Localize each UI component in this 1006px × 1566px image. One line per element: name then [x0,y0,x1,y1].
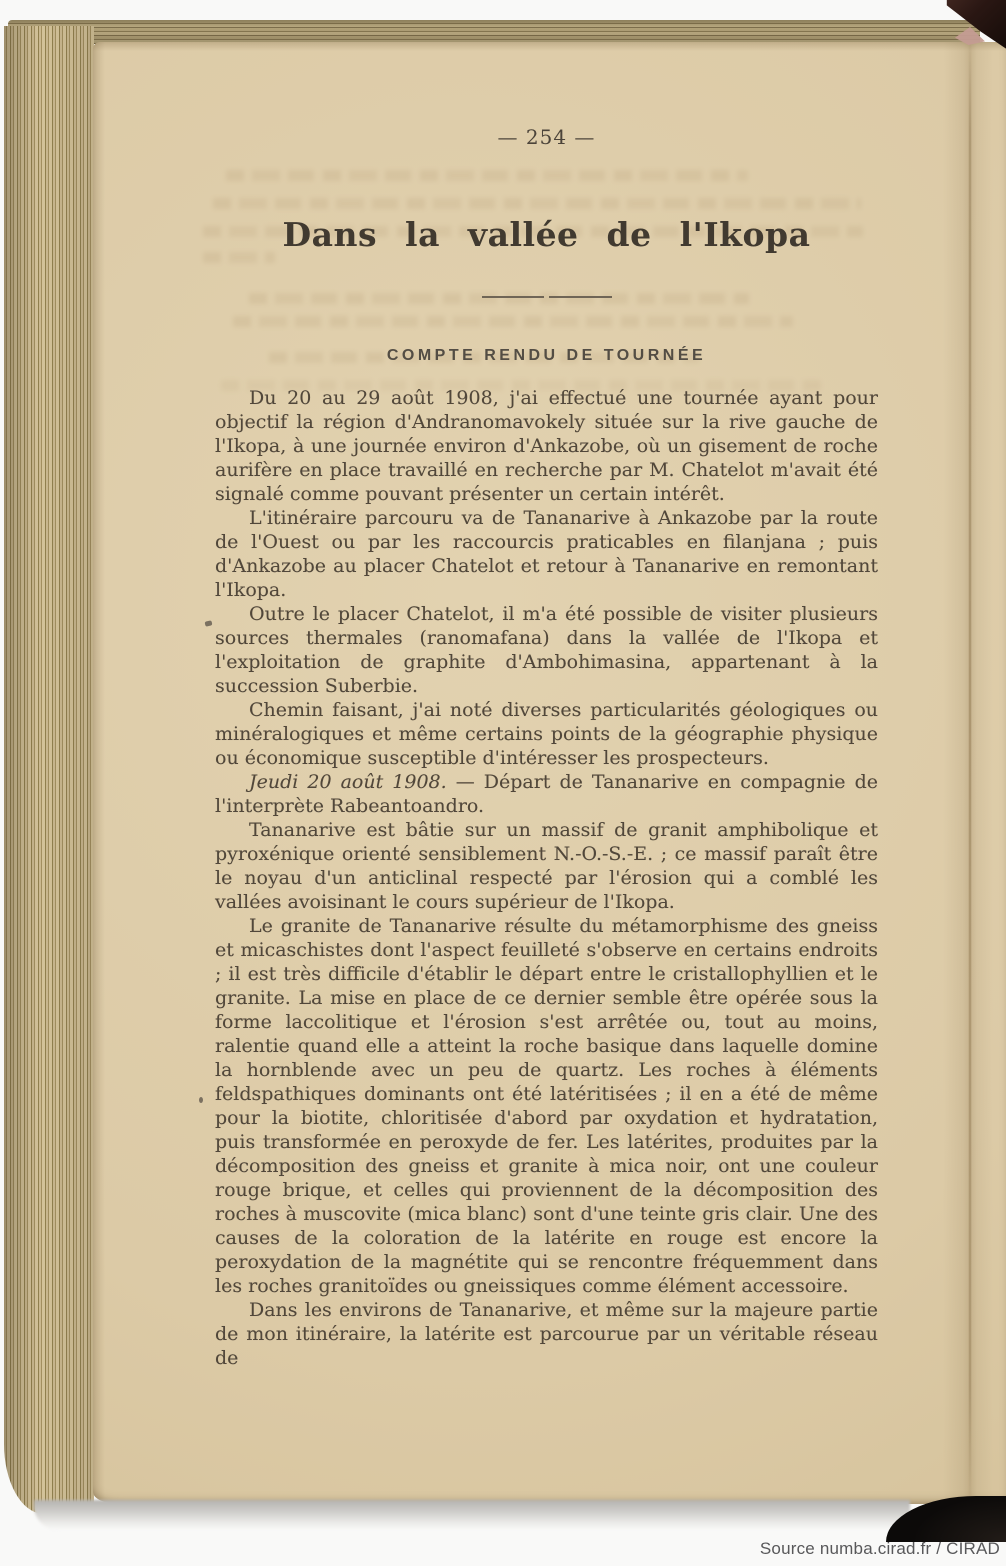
title-separator [482,296,612,298]
page-bottom-shadow [34,1500,910,1530]
paragraph [215,818,878,914]
page-title: Dans la vallée de l'Ikopa [282,215,811,254]
paragraph [215,770,878,818]
section-heading: COMPTE RENDU DE TOURNÉE [386,347,707,364]
paragraph [215,914,878,1298]
separator-dash [482,296,545,298]
paragraph-text: Chemin faisant, j'ai noté diverses particularités géologiques ou minéralogiques et même certains points de la géographie physique ou économique susceptible d'intéresser les prospecteurs. [215,699,878,769]
paragraph [215,602,878,698]
page-number: — 254 — [497,125,596,149]
paragraph-text: Tananarive est bâtie sur un massif de granit amphibolique et pyroxénique orienté sensiblement N.-O.-S.-E. ; ce massif paraît être le noyau d'un anticlinal respecté par l'érosion qui a comblé les vallées avoisinant le cours supérieur de l'Ikopa. [215,819,878,913]
paragraph [215,698,878,770]
paragraph-text: Du 20 au 29 août 1908, j'ai effectué une tournée ayant pour objectif la région d'Andranomavokely située sur la rive gauche de l'Ikopa, à une journée environ d'Ankazobe, où un gisement de roche aurifère en place travaillé en recherche par M. Chatelot m'avait été signalé comme pouvant présenter un certain intérêt. [215,387,878,505]
book-left-page-edges [4,26,94,1514]
book-top-page-edges [8,20,980,44]
paragraph [215,506,878,602]
source-watermark: Source numba.cirad.fr / CIRAD [759,1539,1000,1558]
paragraph-text: L'itinéraire parcouru va de Tananarive à Ankazobe par la route de l'Ouest ou par les raccourcis praticables en filanjana ; puis d'Ankazobe au placer Chatelot et retour à Tananarive en remontant l'Ikopa. [215,507,878,601]
paragraph-text: — Départ de Tananarive en compagnie de l'interprète Rabeantoandro. [215,771,878,817]
body-text [215,386,878,1370]
margin-ink-mark [199,1097,203,1103]
paragraph [215,1298,878,1370]
book-page [93,42,1006,1504]
separator-dash [549,296,612,298]
paragraph-text: Le granite de Tananarive résulte du métamorphisme des gneiss et micaschistes dont l'aspect feuilleté s'observe en certains endroits ; il est très difficile d'établir le départ entre le cristallophyllien et le granite. La mise en place de ce dernier semble être opérée sous la forme laccolitique et l'érosion s'est arrêtée ou, tout au moins, ralentie quand elle a atteint la roche basique dans laquelle domine la hornblende avec un peu de quartz. Les roches à éléments feldspathiques dominants ont été latéritisées ; il en a été de même pour la biotite, chloritisée d'abord par oxydation et hydratation, puis transformée en peroxyde de fer. Les latérites, produites par la décomposition des gneiss et granite à mica noir, ont une couleur rouge brique, et celles qui proviennent de la décomposition des roches à muscovite (mica blanc) sont d'une teinte gris clair. Une des causes de la coloration de la latérite en rouge est encore la peroxydation de la magnétite qui se rencontre fréquemment dans les roches granitoïdes ou gneissiques comme élément accessoire. [215,915,878,1297]
paragraph-date-lead: Jeudi 20 août 1908. [249,771,447,793]
page-gutter-crease [969,42,971,1504]
margin-ink-mark [204,620,212,627]
page-content [215,42,878,1370]
paragraph-text: Dans les environs de Tananarive, et même sur la majeure partie de mon itinéraire, la latérite est parcourue par un véritable réseau de [215,1299,878,1369]
paragraph-text: Outre le placer Chatelot, il m'a été possible de visiter plusieurs sources thermales (ranomafana) dans la vallée de l'Ikopa et l'exploitation de graphite d'Ambohimasina, appartenant à la succession Suberbie. [215,603,878,697]
paragraph [215,386,878,506]
